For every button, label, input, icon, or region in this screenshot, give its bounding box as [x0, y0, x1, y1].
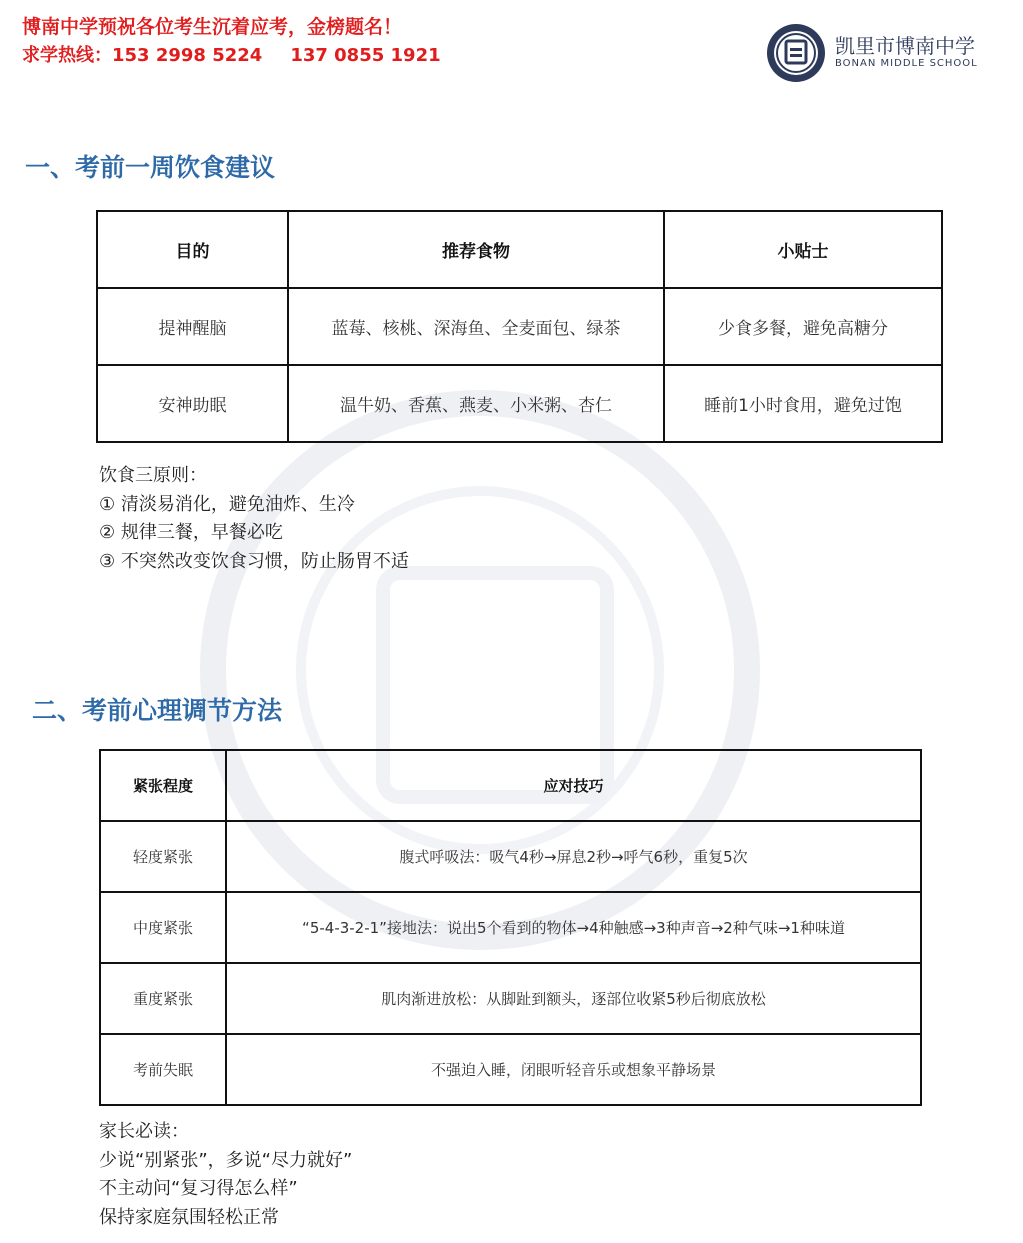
stress-table [99, 749, 922, 1106]
diet-header-foods: 推荐食物 [288, 211, 664, 288]
diet-principle-item: ③ 不突然改变饮食习惯，防止肠胃不适 [99, 550, 409, 572]
parent-tips [99, 1118, 352, 1232]
stress-level-cell: 重度紧张 [100, 963, 226, 1034]
slogan-text: 博南中学预祝各位考生沉着应考，金榜题名！ [22, 16, 403, 38]
hotline-label: 求学热线： [22, 45, 112, 66]
stress-header-technique: 应对技巧 [226, 750, 921, 821]
table-row [100, 821, 921, 892]
diet-table-header-row [97, 211, 942, 288]
diet-principles-heading: 饮食三原则： [99, 465, 207, 486]
diet-header-purpose: 目的 [97, 211, 288, 288]
stress-technique-cell: 肌肉渐进放松：从脚趾到额头，逐部位收紧5秒后彻底放松 [226, 963, 921, 1034]
stress-level-cell: 中度紧张 [100, 892, 226, 963]
diet-purpose-cell: 安神助眠 [97, 365, 288, 442]
school-name-cn: 凯里市博南中学 [835, 34, 975, 58]
diet-principle-item: ② 规律三餐，早餐必吃 [99, 522, 283, 543]
diet-foods-cell: 蓝莓、核桃、深海鱼、全麦面包、绿茶 [288, 288, 664, 365]
parent-tip-item: 保持家庭氛围轻松正常 [99, 1206, 279, 1228]
diet-purpose-cell: 提神醒脑 [97, 288, 288, 365]
stress-level-cell: 轻度紧张 [100, 821, 226, 892]
section2-title: 二、考前心理调节方法 [32, 696, 283, 725]
phone-number-1: 153 2998 5224 [112, 45, 263, 66]
school-name-en: BONAN MIDDLE SCHOOL [835, 58, 978, 69]
stress-technique-cell: 腹式呼吸法：吸气4秒→屏息2秒→呼气6秒，重复5次 [226, 821, 921, 892]
table-row [97, 365, 942, 442]
stress-table-header-row [100, 750, 921, 821]
school-logo-icon [765, 22, 827, 84]
diet-tips-cell: 少食多餐，避免高糖分 [664, 288, 942, 365]
diet-principles [99, 462, 409, 576]
diet-foods-cell: 温牛奶、香蕉、燕麦、小米粥、杏仁 [288, 365, 664, 442]
parent-tip-item: 不主动问“复习得怎么样” [99, 1178, 298, 1199]
parent-tip-item: 少说“别紧张”，多说“尽力就好” [99, 1149, 353, 1171]
diet-tips-cell: 睡前1小时食用，避免过饱 [664, 365, 942, 442]
table-row [100, 963, 921, 1034]
parent-tips-heading: 家长必读： [99, 1121, 189, 1142]
stress-header-level: 紧张程度 [100, 750, 226, 821]
stress-technique-cell: “5-4-3-2-1”接地法：说出5个看到的物体→4种触感→3种声音→2种气味→1种味道 [226, 892, 921, 963]
diet-header-tips: 小贴士 [664, 211, 942, 288]
table-row [97, 288, 942, 365]
stress-level-cell: 考前失眠 [100, 1034, 226, 1105]
diet-table [96, 210, 943, 443]
table-row [100, 1034, 921, 1105]
phone-number-2: 137 0855 1921 [290, 45, 441, 66]
diet-principle-item: ① 清淡易消化，避免油炸、生冷 [99, 493, 355, 515]
hotline [22, 41, 469, 67]
section1-title: 一、考前一周饮食建议 [25, 153, 276, 182]
table-row [100, 892, 921, 963]
stress-technique-cell: 不强迫入睡，闭眼听轻音乐或想象平静场景 [226, 1034, 921, 1105]
